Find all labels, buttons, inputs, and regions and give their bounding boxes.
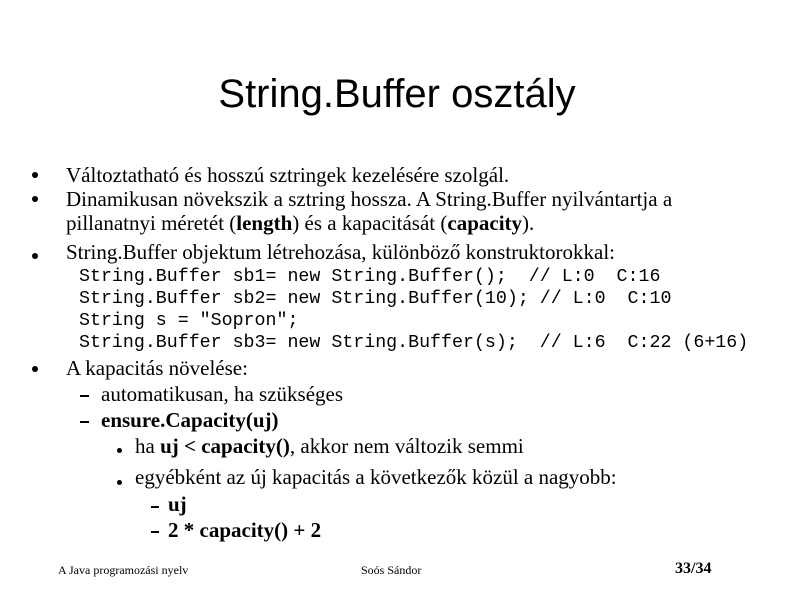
bullet-text-1: Változtatható és hosszú sztringek kezelésére szolgál. (66, 163, 510, 187)
keyword-capacity: capacity (447, 211, 523, 235)
bullet-dot (117, 448, 122, 453)
bullet-text-4: A kapacitás növelése: (66, 356, 248, 380)
page-number: 33/34 (675, 560, 712, 577)
code-line-4: String.Buffer sb3= new String.Buffer(s); // L:6 C:22 (6+16) (79, 333, 749, 353)
sub-item-ensure: ensure.Capacity(uj) (101, 408, 279, 432)
bullet-dot (32, 366, 38, 372)
dash-marker (80, 395, 89, 397)
bullet-text-2-line2 (66, 211, 534, 235)
dash-marker (80, 421, 89, 423)
keyword-uj: uj (160, 434, 179, 458)
keyword-capacity-call: capacity() (201, 434, 290, 458)
dash-marker (151, 506, 159, 508)
bullet-text-2-line1: Dinamikusan növekszik a sztring hossza. A String.Buffer nyilvántartja a (66, 187, 673, 211)
bullet-dot (117, 480, 122, 485)
bullet-dot (32, 253, 38, 259)
footer-course-name: A Java programozási nyelv (58, 563, 189, 577)
footer-author: Soós Sándor (361, 563, 422, 577)
dash-marker (151, 531, 159, 533)
text-run: ). (522, 211, 535, 235)
text-run: , akkor nem változik semmi (289, 434, 524, 458)
code-line-3: String s = "Sopron"; (79, 311, 299, 331)
text-run: ha (135, 434, 161, 458)
code-line-2: String.Buffer sb2= new String.Buffer(10); // L:0 C:10 (79, 289, 672, 309)
bullet-dot (32, 196, 38, 202)
keyword-length: length (236, 211, 293, 235)
sub-sub-item-else: egyébként az új kapacitás a következők közül a nagyobb: (135, 465, 617, 489)
bullet-text-3: String.Buffer objektum létrehozása, különböző konstruktorokkal: (66, 240, 616, 264)
code-line-1: String.Buffer sb1= new String.Buffer(); // L:0 C:16 (79, 267, 661, 287)
sub-sub-item-condition (135, 434, 524, 458)
option-double-capacity: 2 * capacity() + 2 (168, 518, 322, 542)
bullet-dot (32, 172, 38, 178)
option-uj: uj (168, 492, 187, 516)
text-run: pillanatnyi méretét ( (66, 211, 237, 235)
text-run: < (178, 434, 202, 458)
text-run: ) és a kapacitását ( (292, 211, 448, 235)
sub-item-auto: automatikusan, ha szükséges (101, 382, 344, 406)
slide-title: String.Buffer osztály (218, 72, 576, 116)
